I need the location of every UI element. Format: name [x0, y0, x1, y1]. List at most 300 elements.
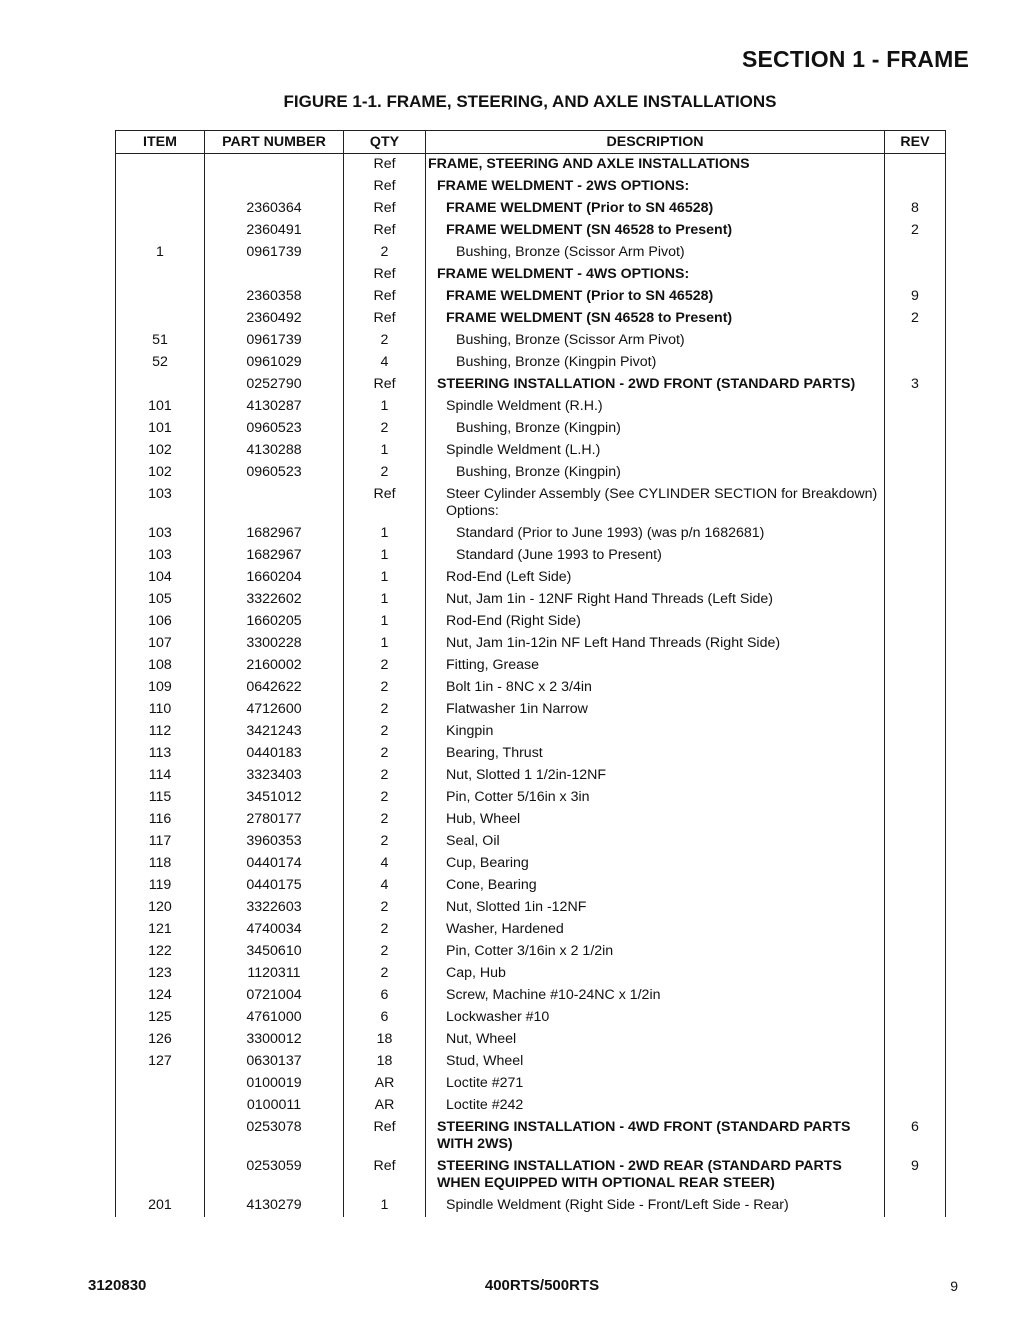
item-cell — [116, 374, 205, 396]
part-number-cell: 3451012 — [205, 787, 344, 809]
qty-cell: 2 — [344, 462, 426, 484]
description-cell — [426, 545, 885, 567]
table-row — [116, 330, 946, 352]
qty-cell: 1 — [344, 1195, 426, 1217]
rev-cell — [885, 875, 946, 897]
part-number-cell: 0961029 — [205, 352, 344, 374]
description-cell — [426, 809, 885, 831]
description-cell — [426, 1007, 885, 1029]
part-number-cell: 4740034 — [205, 919, 344, 941]
description-text: Loctite #242 — [446, 1097, 524, 1113]
table-row — [116, 1117, 946, 1156]
qty-cell: 2 — [344, 330, 426, 352]
qty-cell: 4 — [344, 853, 426, 875]
description-cell — [426, 330, 885, 352]
qty-cell: 18 — [344, 1029, 426, 1051]
part-number-cell: 1682967 — [205, 545, 344, 567]
part-number-cell: 4130287 — [205, 396, 344, 418]
rev-cell — [885, 919, 946, 941]
table-row — [116, 853, 946, 875]
description-cell — [426, 264, 885, 286]
footer-page-number: 9 — [950, 1278, 958, 1294]
description-cell — [426, 853, 885, 875]
qty-cell: 2 — [344, 787, 426, 809]
part-number-cell: 0642622 — [205, 677, 344, 699]
description-text: Screw, Machine #10-24NC x 1/2in — [446, 987, 661, 1003]
item-cell: 119 — [116, 875, 205, 897]
table-header-row — [116, 131, 946, 154]
rev-cell — [885, 440, 946, 462]
item-cell — [116, 308, 205, 330]
part-number-cell — [205, 484, 344, 523]
description-text: Cone, Bearing — [446, 877, 537, 893]
description-text: Pin, Cotter 5/16in x 3in — [446, 789, 590, 805]
description-text: Rod-End (Left Side) — [446, 569, 572, 585]
table-row — [116, 831, 946, 853]
table-row — [116, 176, 946, 198]
table-row — [116, 897, 946, 919]
description-cell — [426, 919, 885, 941]
qty-cell: 2 — [344, 721, 426, 743]
item-cell — [116, 154, 205, 177]
description-text: Bushing, Bronze (Scissor Arm Pivot) — [456, 332, 685, 348]
description-cell — [426, 655, 885, 677]
qty-cell: 6 — [344, 985, 426, 1007]
description-text: Loctite #271 — [446, 1075, 524, 1091]
description-cell — [426, 462, 885, 484]
description-cell — [426, 1073, 885, 1095]
item-cell — [116, 264, 205, 286]
description-cell — [426, 198, 885, 220]
table-row — [116, 220, 946, 242]
part-number-cell: 4712600 — [205, 699, 344, 721]
footer-model: 400RTS/500RTS — [484, 1277, 600, 1294]
rev-cell — [885, 721, 946, 743]
item-cell: 1 — [116, 242, 205, 264]
table-row — [116, 484, 946, 523]
part-number-cell: 0253078 — [205, 1117, 344, 1156]
item-cell: 115 — [116, 787, 205, 809]
table-row — [116, 440, 946, 462]
item-cell: 106 — [116, 611, 205, 633]
rev-cell — [885, 743, 946, 765]
description-text: Nut, Slotted 1 1/2in-12NF — [446, 767, 607, 783]
qty-cell: 1 — [344, 440, 426, 462]
rev-cell — [885, 462, 946, 484]
section-title: SECTION 1 - FRAME — [741, 46, 969, 72]
description-text: Cup, Bearing — [446, 855, 529, 871]
description-text: Bearing, Thrust — [446, 745, 543, 761]
qty-cell: AR — [344, 1095, 426, 1117]
rev-cell: 3 — [885, 374, 946, 396]
qty-cell: 2 — [344, 699, 426, 721]
part-number-cell: 2160002 — [205, 655, 344, 677]
description-cell — [426, 743, 885, 765]
qty-cell: 2 — [344, 897, 426, 919]
description-text: Standard (Prior to June 1993) (was p/n 1682681) — [456, 525, 765, 541]
qty-cell: 2 — [344, 941, 426, 963]
table-row — [116, 1073, 946, 1095]
rev-cell: 2 — [885, 220, 946, 242]
description-text: Nut, Slotted 1in -12NF — [446, 899, 587, 915]
qty-cell: 2 — [344, 242, 426, 264]
part-number-cell: 0440183 — [205, 743, 344, 765]
qty-cell: 2 — [344, 919, 426, 941]
item-cell: 117 — [116, 831, 205, 853]
description-text: Seal, Oil — [446, 833, 500, 849]
rev-cell — [885, 985, 946, 1007]
table-row — [116, 743, 946, 765]
item-cell — [116, 198, 205, 220]
description-cell — [426, 633, 885, 655]
rev-cell — [885, 1051, 946, 1073]
column-header-rev: REV — [885, 131, 946, 154]
description-text: STEERING INSTALLATION - 2WD FRONT (STANDARD PARTS) — [437, 376, 856, 392]
description-text: Spindle Weldment (L.H.) — [446, 442, 601, 458]
description-text: FRAME WELDMENT (SN 46528 to Present) — [446, 222, 733, 238]
qty-cell: 1 — [344, 523, 426, 545]
description-text: STEERING INSTALLATION - 2WD REAR (STANDARD PARTS WHEN EQUIPPED WITH OPTIONAL REAR STEER) — [437, 1158, 842, 1191]
rev-cell — [885, 699, 946, 721]
table-row — [116, 787, 946, 809]
qty-cell: Ref — [344, 264, 426, 286]
table-row — [116, 699, 946, 721]
item-cell — [116, 1156, 205, 1195]
part-number-cell: 1660204 — [205, 567, 344, 589]
description-cell — [426, 1195, 885, 1217]
part-number-cell: 3300012 — [205, 1029, 344, 1051]
table-row — [116, 765, 946, 787]
item-cell: 103 — [116, 523, 205, 545]
item-cell — [116, 1095, 205, 1117]
description-cell — [426, 699, 885, 721]
table-row — [116, 589, 946, 611]
description-cell — [426, 721, 885, 743]
description-cell — [426, 985, 885, 1007]
item-cell: 113 — [116, 743, 205, 765]
qty-cell: 1 — [344, 633, 426, 655]
part-number-cell: 3322603 — [205, 897, 344, 919]
part-number-cell: 0440175 — [205, 875, 344, 897]
item-cell: 101 — [116, 396, 205, 418]
description-text: Standard (June 1993 to Present) — [456, 547, 662, 563]
description-text: Bushing, Bronze (Scissor Arm Pivot) — [456, 244, 685, 260]
qty-cell: 1 — [344, 611, 426, 633]
item-cell — [116, 1117, 205, 1156]
item-cell: 125 — [116, 1007, 205, 1029]
table-row — [116, 1195, 946, 1217]
description-cell — [426, 374, 885, 396]
description-cell — [426, 396, 885, 418]
item-cell: 112 — [116, 721, 205, 743]
item-cell: 121 — [116, 919, 205, 941]
description-cell — [426, 308, 885, 330]
qty-cell: Ref — [344, 198, 426, 220]
table-row — [116, 919, 946, 941]
item-cell — [116, 220, 205, 242]
item-cell — [116, 286, 205, 308]
table-row — [116, 286, 946, 308]
item-cell: 108 — [116, 655, 205, 677]
qty-cell: 2 — [344, 655, 426, 677]
description-text: Nut, Jam 1in-12in NF Left Hand Threads (Right Side) — [446, 635, 781, 651]
description-text: Washer, Hardened — [446, 921, 564, 937]
description-cell — [426, 1029, 885, 1051]
description-cell — [426, 963, 885, 985]
item-cell: 110 — [116, 699, 205, 721]
part-number-cell: 2360491 — [205, 220, 344, 242]
description-text: STEERING INSTALLATION - 4WD FRONT (STANDARD PARTS WITH 2WS) — [437, 1119, 851, 1152]
description-cell — [426, 831, 885, 853]
column-header-qty: QTY — [344, 131, 426, 154]
part-number-cell: 4130288 — [205, 440, 344, 462]
description-cell — [426, 875, 885, 897]
qty-cell: Ref — [344, 484, 426, 523]
item-cell — [116, 176, 205, 198]
rev-cell — [885, 897, 946, 919]
rev-cell: 9 — [885, 286, 946, 308]
table-row — [116, 352, 946, 374]
table-row — [116, 1156, 946, 1195]
rev-cell: 2 — [885, 308, 946, 330]
rev-cell — [885, 545, 946, 567]
description-text: Bolt 1in - 8NC x 2 3/4in — [446, 679, 592, 695]
figure-title: FIGURE 1-1. FRAME, STEERING, AND AXLE INSTALLATIONS — [283, 92, 777, 111]
rev-cell — [885, 1029, 946, 1051]
description-text: Steer Cylinder Assembly (See CYLINDER SECTION for Breakdown) Options: — [446, 486, 878, 519]
description-text: Hub, Wheel — [446, 811, 521, 827]
table-row — [116, 721, 946, 743]
description-cell — [426, 418, 885, 440]
description-text: FRAME WELDMENT (Prior to SN 46528) — [446, 200, 714, 216]
table-row — [116, 633, 946, 655]
item-cell: 118 — [116, 853, 205, 875]
item-cell: 201 — [116, 1195, 205, 1217]
table-row — [116, 1051, 946, 1073]
item-cell: 101 — [116, 418, 205, 440]
part-number-cell — [205, 264, 344, 286]
part-number-cell: 3322602 — [205, 589, 344, 611]
part-number-cell: 2360364 — [205, 198, 344, 220]
description-cell — [426, 1051, 885, 1073]
rev-cell — [885, 1195, 946, 1217]
table-row — [116, 462, 946, 484]
description-text: Pin, Cotter 3/16in x 2 1/2in — [446, 943, 614, 959]
item-cell: 122 — [116, 941, 205, 963]
rev-cell — [885, 1095, 946, 1117]
rev-cell — [885, 176, 946, 198]
description-text: Kingpin — [446, 723, 494, 739]
part-number-cell: 0252790 — [205, 374, 344, 396]
rev-cell — [885, 352, 946, 374]
qty-cell: 2 — [344, 677, 426, 699]
description-cell — [426, 286, 885, 308]
rev-cell — [885, 611, 946, 633]
qty-cell: 1 — [344, 545, 426, 567]
description-cell — [426, 523, 885, 545]
part-number-cell: 1682967 — [205, 523, 344, 545]
part-number-cell: 0100011 — [205, 1095, 344, 1117]
part-number-cell: 0960523 — [205, 462, 344, 484]
part-number-cell: 4130279 — [205, 1195, 344, 1217]
table-row — [116, 963, 946, 985]
rev-cell — [885, 242, 946, 264]
rev-cell — [885, 264, 946, 286]
qty-cell: Ref — [344, 308, 426, 330]
description-cell — [426, 611, 885, 633]
description-cell — [426, 220, 885, 242]
item-cell: 120 — [116, 897, 205, 919]
item-cell: 124 — [116, 985, 205, 1007]
description-cell — [426, 242, 885, 264]
part-number-cell: 1120311 — [205, 963, 344, 985]
table-row — [116, 545, 946, 567]
item-cell: 127 — [116, 1051, 205, 1073]
description-text: FRAME WELDMENT - 2WS OPTIONS: — [437, 178, 690, 194]
qty-cell: 1 — [344, 567, 426, 589]
rev-cell: 6 — [885, 1117, 946, 1156]
rev-cell — [885, 484, 946, 523]
description-cell — [426, 765, 885, 787]
item-cell: 123 — [116, 963, 205, 985]
description-text: Nut, Jam 1in - 12NF Right Hand Threads (Left Side) — [446, 591, 773, 607]
qty-cell: 2 — [344, 743, 426, 765]
description-text: Fitting, Grease — [446, 657, 540, 673]
qty-cell: 2 — [344, 765, 426, 787]
description-cell — [426, 897, 885, 919]
column-header-description: DESCRIPTION — [426, 131, 885, 154]
qty-cell: 4 — [344, 875, 426, 897]
table-row — [116, 941, 946, 963]
part-number-cell: 2780177 — [205, 809, 344, 831]
table-row — [116, 198, 946, 220]
part-number-cell: 2360358 — [205, 286, 344, 308]
item-cell: 114 — [116, 765, 205, 787]
table-row — [116, 308, 946, 330]
qty-cell: Ref — [344, 286, 426, 308]
rev-cell: 8 — [885, 198, 946, 220]
part-number-cell: 3300228 — [205, 633, 344, 655]
item-cell: 52 — [116, 352, 205, 374]
part-number-cell — [205, 154, 344, 177]
description-cell — [426, 567, 885, 589]
rev-cell: 9 — [885, 1156, 946, 1195]
parts-table — [115, 130, 946, 1217]
part-number-cell: 0721004 — [205, 985, 344, 1007]
description-text: Bushing, Bronze (Kingpin) — [456, 464, 621, 480]
description-text: Flatwasher 1in Narrow — [446, 701, 588, 717]
part-number-cell: 3323403 — [205, 765, 344, 787]
description-cell — [426, 176, 885, 198]
description-text: Nut, Wheel — [446, 1031, 517, 1047]
qty-cell: 1 — [344, 589, 426, 611]
part-number-cell: 0253059 — [205, 1156, 344, 1195]
table-row — [116, 809, 946, 831]
rev-cell — [885, 787, 946, 809]
rev-cell — [885, 765, 946, 787]
part-number-cell: 3960353 — [205, 831, 344, 853]
qty-cell: 6 — [344, 1007, 426, 1029]
item-cell: 102 — [116, 440, 205, 462]
rev-cell — [885, 523, 946, 545]
rev-cell — [885, 154, 946, 177]
qty-cell: Ref — [344, 1117, 426, 1156]
description-cell — [426, 154, 885, 177]
table-row — [116, 154, 946, 177]
table-row — [116, 677, 946, 699]
column-header-item: ITEM — [116, 131, 205, 154]
item-cell: 126 — [116, 1029, 205, 1051]
part-number-cell: 3450610 — [205, 941, 344, 963]
description-text: Rod-End (Right Side) — [446, 613, 581, 629]
item-cell: 103 — [116, 545, 205, 567]
qty-cell: 2 — [344, 963, 426, 985]
item-cell: 51 — [116, 330, 205, 352]
description-cell — [426, 941, 885, 963]
description-cell — [426, 352, 885, 374]
qty-cell: Ref — [344, 1156, 426, 1195]
description-text: FRAME WELDMENT - 4WS OPTIONS: — [437, 266, 690, 282]
item-cell: 105 — [116, 589, 205, 611]
description-cell — [426, 677, 885, 699]
table-row — [116, 1007, 946, 1029]
rev-cell — [885, 677, 946, 699]
description-cell — [426, 440, 885, 462]
column-header-part-number: PART NUMBER — [205, 131, 344, 154]
qty-cell: AR — [344, 1073, 426, 1095]
description-text: Stud, Wheel — [446, 1053, 524, 1069]
qty-cell: Ref — [344, 176, 426, 198]
part-number-cell: 1660205 — [205, 611, 344, 633]
description-text: Bushing, Bronze (Kingpin) — [456, 420, 621, 436]
qty-cell: Ref — [344, 374, 426, 396]
table-row — [116, 374, 946, 396]
part-number-cell: 2360492 — [205, 308, 344, 330]
description-text: FRAME, STEERING AND AXLE INSTALLATIONS — [428, 156, 750, 172]
item-cell: 104 — [116, 567, 205, 589]
item-cell — [116, 1073, 205, 1095]
table-row — [116, 523, 946, 545]
part-number-cell: 0961739 — [205, 330, 344, 352]
part-number-cell: 3421243 — [205, 721, 344, 743]
part-number-cell: 0960523 — [205, 418, 344, 440]
item-cell: 103 — [116, 484, 205, 523]
description-text: FRAME WELDMENT (SN 46528 to Present) — [446, 310, 733, 326]
part-number-cell: 0630137 — [205, 1051, 344, 1073]
description-text: Spindle Weldment (Right Side - Front/Left Side - Rear) — [446, 1197, 789, 1213]
description-cell — [426, 484, 885, 523]
qty-cell: 2 — [344, 831, 426, 853]
rev-cell — [885, 1007, 946, 1029]
rev-cell — [885, 396, 946, 418]
table-row — [116, 418, 946, 440]
rev-cell — [885, 633, 946, 655]
item-cell: 116 — [116, 809, 205, 831]
qty-cell: Ref — [344, 154, 426, 177]
qty-cell: Ref — [344, 220, 426, 242]
rev-cell — [885, 567, 946, 589]
qty-cell: 1 — [344, 396, 426, 418]
rev-cell — [885, 1073, 946, 1095]
table-row — [116, 1029, 946, 1051]
description-cell — [426, 1156, 885, 1195]
item-cell: 107 — [116, 633, 205, 655]
rev-cell — [885, 941, 946, 963]
part-number-cell: 0961739 — [205, 242, 344, 264]
item-cell: 102 — [116, 462, 205, 484]
item-cell: 109 — [116, 677, 205, 699]
rev-cell — [885, 418, 946, 440]
